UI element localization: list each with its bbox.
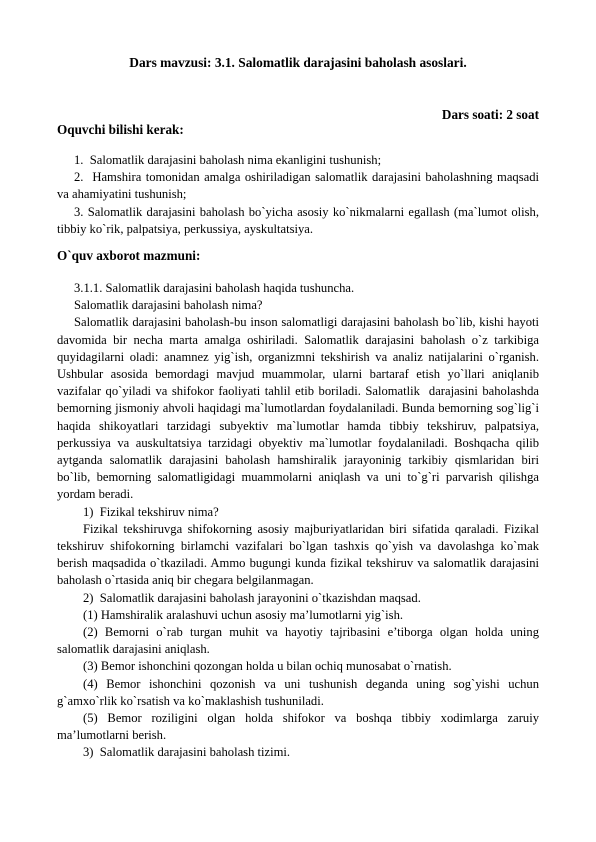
subsection-heading: 3.1.1. Salomatlik darajasini baholash haqida tushuncha. [74, 281, 355, 295]
list-item: 2. Hamshira tomonidan amalga oshiriladigan salomatlik darajasini baholashning maqsadi va ahamiyatini tushunish; [57, 170, 539, 202]
list-item: (2) Bemorni o`rab turgan muhit va hayotiy tajribasini e’tiborga olgan holda uning salomatlik darajasini aniqlash. [57, 625, 539, 657]
lesson-title: Dars mavzusi: 3.1. Salomatlik darajasini baholash asoslari. [129, 55, 467, 70]
list-item: (4) Bemor ishonchini qozonish va uni tushunish deganda uning sog`yishi uchun g`amxo`rlik ko`rsatish va ko`maklashish tushuniladi. [57, 676, 539, 708]
question-line: Salomatlik darajasini baholash nima? [74, 298, 263, 313]
list-item: (3) Bemor ishonchini qozongan holda u bilan ochiq munosabat o`rnatish. [83, 659, 452, 674]
list-item: (1) Hamshiralik aralashuvi uchun asosiy ma’lumotlarni yig`ish. [83, 607, 404, 622]
list-item: 1. Salomatlik darajasini baholash nima ekanligini tushunish; [74, 153, 382, 167]
learner-should-know-list [57, 152, 539, 238]
numbered-heading: 3) Salomatlik darajasini baholash tizimi. [83, 745, 291, 760]
numbered-heading: 2) Salomatlik darajasini baholash jarayonini o`tkazishdan maqsad. [83, 590, 421, 605]
body-paragraph: Salomatlik darajasini baholash-bu inson salomatligi darajasini baholash bo`lib, kishi hayoti davomida bir necha marta amalga oshiriladi. Salomatlik darajasini baholash o`z tarkibiga quyidagilarni oladi: anamnez yig`ish, organizmni tekshirish va analiz natijalarini o`rganish. Ushbular asosida bemordagi mavjud muammolar, ularni bartaraf etish yo`llari aniqlanib vazifalar qo`yiladi va shifokor faoliyati tahlil etib boriladi. Salomatlik darajasini baholashda bemorning jismoniy ahvoli haqidagi ma`lumotlardan foydalaniladi. Bunda bemorning sog`lig`i haqida shikoyatlari tarzidagi subyektiv ma`lumotlar hamda tibbiy tekshiruv, palpatsiya, perkussiya va auskultatsiya tarzidagi obyektiv ma`lumotlar foydalaniladi. Boshqacha qilib aytganda salomatlik darajasini baholash hamshiralik jarayoninig tarkibiy qismlaridan biri bo`lib, bemorning salomatligidagi muammolarni aniqlash va uni to`g`ri parvarish qilishga yordam beradi. [57, 315, 539, 502]
list-item: (5) Bemor roziligini olgan holda shifokor va boshqa tibbiy xodimlarga zaruiy ma’lumotlarni berish. [57, 711, 539, 743]
lesson-hours: Dars soati: 2 soat [441, 107, 539, 122]
section-heading-learner-should-know: Oquvchi bilishi kerak: [57, 122, 184, 137]
list-item: 3. Salomatlik darajasini baholash bo`yicha asosiy ko`nikmalarni egallash (ma`lumot olish, tibbiy ko`rik, palpatsiya, perkussiya, ayskultatsiya. [57, 204, 539, 236]
body-paragraph: Fizikal tekshiruvga shifokorning asosiy majburiyatlaridan biri sifatida qaraladi. Fizikal tekshiruv shifokorning birlamchi vazifalari bo`lgan tashxis qo`yish va davolashga ko`mak berish maqsadida o`tkaziladi. Ammo bugungi kunda fizikal tekshiruv va salomatlik darajasini baholash o`rtasida aniq bir chegara belgilanmagan. [57, 521, 539, 588]
numbered-heading: 1) Fizikal tekshiruv nima? [83, 504, 219, 519]
content-body [57, 280, 539, 762]
section-heading-content: O`quv axborot mazmuni: [57, 248, 201, 263]
